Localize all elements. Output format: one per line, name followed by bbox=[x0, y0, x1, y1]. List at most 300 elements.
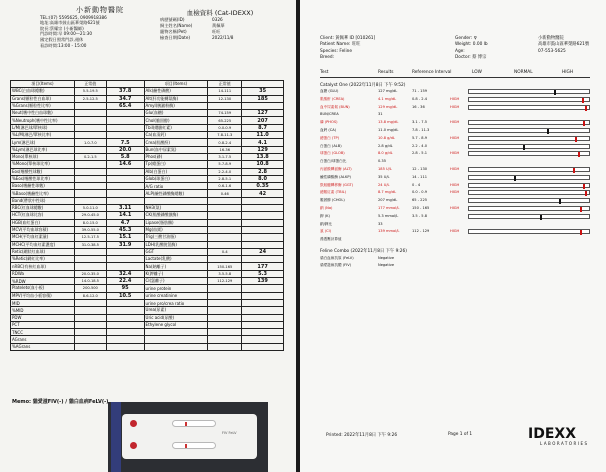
result-value: 2.8 bbox=[242, 168, 284, 175]
result-ref: 0.0 - 0.9 bbox=[412, 190, 428, 195]
table-row bbox=[11, 139, 284, 146]
item-name: ALP(鹼性磷酸酶總數) bbox=[144, 190, 208, 197]
result-value: 11.0 bbox=[242, 132, 284, 139]
control-line bbox=[185, 444, 187, 448]
result-ref: 0.8 - 2.4 bbox=[412, 96, 428, 101]
item-name: Tbil(總膽紅素) bbox=[144, 124, 208, 131]
normal-range: 14.0-18.5 bbox=[74, 278, 106, 285]
result-flag: HIGH bbox=[450, 135, 460, 140]
result-result: 2.8 g/dL bbox=[378, 143, 393, 148]
clinic-hours: 門診時間:早 09:00—21:30 bbox=[40, 31, 93, 37]
result-value: 37.8 bbox=[106, 88, 144, 95]
range-bar bbox=[468, 105, 590, 110]
result-row bbox=[320, 175, 590, 181]
normal-range: 0-4 bbox=[208, 248, 242, 255]
clinic-address: 地址:高雄市鼓山區華榮路621號 bbox=[40, 20, 100, 26]
printed-date: Printed: 2022年11月8日 下午 9:26 bbox=[326, 433, 398, 438]
table-row bbox=[11, 256, 284, 263]
result-value: 5.8 bbox=[106, 153, 144, 160]
normal-range bbox=[74, 183, 106, 190]
result-test: 磷 (PHOS) bbox=[320, 120, 338, 125]
result-test: 鈉 (Na) bbox=[320, 206, 333, 210]
item-name: LDH(乳酸脫氫酶) bbox=[144, 241, 208, 248]
clinic-break-time: 看診時間:13:00 - 15:00 bbox=[40, 42, 87, 48]
result-value: 127 bbox=[242, 110, 284, 117]
result-ref: 150 - 165 bbox=[412, 206, 430, 210]
field-label: 寵物名稱(Pet) bbox=[160, 29, 187, 34]
item-name: Tp(總蛋白) bbox=[144, 161, 208, 168]
result-result: 8.0 g/dL bbox=[378, 151, 393, 156]
normal-range bbox=[74, 307, 106, 314]
item-name: Mg(血鎂) bbox=[144, 226, 208, 233]
item-name: Platelets(血小板) bbox=[11, 285, 75, 292]
result-row bbox=[320, 183, 590, 189]
normal-range: 29.0-45.0 bbox=[74, 212, 106, 219]
normal-range bbox=[74, 190, 106, 197]
result-value bbox=[106, 329, 144, 336]
normal-range bbox=[74, 256, 106, 263]
col-high: HIGH bbox=[562, 70, 574, 75]
field-label: 飼主姓名(Name) bbox=[160, 23, 193, 28]
item-name: PCT bbox=[11, 321, 75, 328]
result-value bbox=[242, 212, 284, 219]
result-value bbox=[106, 117, 144, 124]
table-row bbox=[11, 110, 284, 117]
table-row bbox=[11, 168, 284, 175]
normal-range bbox=[74, 197, 106, 204]
result-value bbox=[242, 241, 284, 248]
item-name: %L/M(淋巴/單核比率) bbox=[11, 132, 75, 139]
normal-range: 65-225 bbox=[208, 117, 242, 124]
result-result: 177 mmol/L bbox=[378, 206, 400, 210]
result-marker bbox=[573, 168, 575, 173]
normal-range bbox=[208, 329, 242, 336]
column-header bbox=[242, 81, 284, 88]
normal-range: 12.5-17.5 bbox=[74, 234, 106, 241]
test-cassette bbox=[122, 414, 257, 459]
cassette-label: FIV FeLV bbox=[222, 431, 237, 435]
result-result: 127 mg/dL bbox=[378, 89, 398, 93]
item-name: NH3(氨) bbox=[144, 205, 208, 212]
result-value: 42 bbox=[242, 190, 284, 197]
table-row bbox=[11, 314, 284, 321]
result-row bbox=[320, 190, 590, 196]
normal-range bbox=[208, 292, 242, 299]
field-value: 黃佩華 bbox=[212, 23, 225, 28]
item-name: WBC(白血球總數) bbox=[11, 88, 75, 95]
result-window-bottom bbox=[172, 442, 216, 449]
normal-range bbox=[74, 146, 106, 153]
normal-range bbox=[208, 307, 242, 314]
normal-range: 74-159 bbox=[208, 110, 242, 117]
result-value: 65.4 bbox=[106, 102, 144, 109]
result-ref: 112 - 129 bbox=[412, 229, 430, 234]
normal-range: 31.0-38.5 bbox=[74, 241, 106, 248]
result-test: 球蛋白 (GLOB) bbox=[320, 151, 345, 156]
column-header: 正常值 bbox=[208, 81, 242, 88]
item-name: %RDW bbox=[11, 278, 75, 285]
result-result: 31 bbox=[378, 112, 383, 117]
normal-range: 1.0-7.0 bbox=[74, 139, 106, 146]
result-value bbox=[106, 256, 144, 263]
result-row bbox=[320, 105, 590, 111]
result-ref: 5.7 - 8.9 bbox=[412, 135, 428, 140]
table-row bbox=[11, 117, 284, 124]
result-value bbox=[242, 226, 284, 233]
column-header: 正常值 bbox=[74, 81, 106, 88]
result-value: 7.5 bbox=[106, 139, 144, 146]
item-name: MCH(平均血紅素量) bbox=[11, 234, 75, 241]
normal-range bbox=[208, 241, 242, 248]
result-marker bbox=[575, 137, 577, 142]
table-row bbox=[11, 278, 284, 285]
normal-range: 0.6-1.6 bbox=[208, 183, 242, 190]
result-value bbox=[106, 190, 144, 197]
item-name: urine pro/crea ratio bbox=[144, 299, 208, 306]
result-test: 白蛋白 (ALB) bbox=[320, 143, 342, 148]
result-test: 總蛋白 (TP) bbox=[320, 135, 340, 140]
result-value: 3.11 bbox=[106, 205, 144, 212]
clinic-director: 院長:蔡耀宗 (小新醫師) bbox=[40, 25, 84, 31]
result-result: 139 mmol/L bbox=[378, 229, 400, 234]
normal-range bbox=[208, 234, 242, 241]
table-row bbox=[11, 102, 284, 109]
column-header: 項目(Items) bbox=[144, 81, 208, 88]
item-name: K(鉀離子) bbox=[144, 270, 208, 277]
result-value: 22.4 bbox=[106, 278, 144, 285]
item-name: %Neutroph(嗜中性比率) bbox=[11, 117, 75, 124]
result-value: 15.1 bbox=[106, 234, 144, 241]
table-row bbox=[11, 88, 284, 95]
col-reference: Reference Interval bbox=[412, 70, 452, 75]
result-ref: 3.5 - 5.8 bbox=[412, 213, 428, 218]
field-label: 檢查日期(Date) bbox=[160, 35, 191, 40]
species-value: Feline bbox=[339, 48, 353, 54]
result-value bbox=[106, 248, 144, 255]
range-bar bbox=[468, 206, 590, 211]
result-flag: HIGH bbox=[450, 167, 460, 171]
control-line bbox=[185, 422, 187, 426]
result-marker bbox=[540, 215, 542, 220]
normal-range: 200-500 bbox=[74, 285, 106, 292]
result-ref: 71 - 159 bbox=[412, 89, 428, 93]
clinic-tel: TEL:(07) 5595625, 0909918386 bbox=[40, 14, 107, 20]
result-value bbox=[242, 197, 284, 204]
clinic-header bbox=[40, 8, 160, 48]
normal-range bbox=[208, 212, 242, 219]
result-marker bbox=[523, 145, 525, 150]
item-name: Mono(單核球) bbox=[11, 153, 75, 160]
result-flag: HIGH bbox=[450, 151, 460, 156]
weight-label: Weight: bbox=[455, 42, 472, 48]
item-name: Lym(淋巴球) bbox=[11, 139, 75, 146]
item-name: %Mono(單核球比率) bbox=[11, 161, 75, 168]
normal-range: 112-129 bbox=[208, 278, 242, 285]
table-row bbox=[11, 190, 284, 197]
weight-value: 0.00 lb bbox=[472, 42, 488, 48]
item-name: AGrans bbox=[11, 336, 75, 343]
result-value bbox=[242, 329, 284, 336]
result-row bbox=[320, 229, 590, 235]
table-row bbox=[11, 292, 284, 299]
field-value: 2022/11/8 bbox=[212, 35, 234, 40]
result-value: 32.4 bbox=[106, 270, 144, 277]
result-value: 5.3 bbox=[242, 270, 284, 277]
breed-label: Breed: bbox=[320, 54, 335, 60]
clinic-block bbox=[538, 36, 589, 55]
table-row bbox=[11, 212, 284, 219]
result-test: BUN/CREA bbox=[320, 112, 339, 117]
result-marker bbox=[583, 184, 585, 189]
clinic-lab-report bbox=[0, 0, 296, 472]
item-name: Urea(尿素) bbox=[144, 307, 208, 314]
result-value bbox=[106, 168, 144, 175]
item-name: Glu(血糖) bbox=[144, 110, 208, 117]
item-name: Retic(網狀紅血球) bbox=[11, 248, 75, 255]
result-value bbox=[106, 263, 144, 270]
item-name: %Baso(嗜鹼性比率) bbox=[11, 190, 75, 197]
item-name: Trig(三酸甘油脂) bbox=[144, 234, 208, 241]
table-row bbox=[11, 183, 284, 190]
range-bar bbox=[468, 120, 590, 125]
result-ref: 0 - 4 bbox=[412, 182, 421, 187]
normal-range bbox=[74, 124, 106, 131]
result-result: 33 bbox=[378, 221, 383, 226]
clinic-name: 小新動物醫院 bbox=[538, 36, 564, 41]
result-value bbox=[242, 102, 284, 109]
item-name: Neut(嗜中性白血球數) bbox=[11, 110, 75, 117]
result-value bbox=[242, 343, 284, 350]
table-row bbox=[11, 299, 284, 306]
result-value: 13.8 bbox=[242, 153, 284, 160]
result-value: 35 bbox=[242, 88, 284, 95]
normal-range bbox=[74, 321, 106, 328]
range-bar bbox=[468, 229, 590, 234]
result-result: 5.3 mmol/L bbox=[378, 213, 399, 218]
normal-range bbox=[208, 226, 242, 233]
result-flag: HIGH bbox=[450, 229, 460, 234]
clinic-name: 小新動物醫院 bbox=[76, 6, 124, 14]
normal-range: 20.0-35.0 bbox=[74, 270, 106, 277]
client-label: Client: bbox=[320, 36, 334, 41]
result-row bbox=[320, 206, 590, 212]
test-cassette-photo bbox=[108, 402, 268, 472]
item-name: MCHC(平均血紅素濃度) bbox=[11, 241, 75, 248]
normal-range: 39.0-55.0 bbox=[74, 226, 106, 233]
result-row bbox=[320, 167, 590, 173]
result-value: 185 bbox=[242, 95, 284, 102]
normal-range: 5.0-11.0 bbox=[74, 205, 106, 212]
result-value bbox=[106, 132, 144, 139]
result-value: 34.7 bbox=[106, 95, 144, 102]
normal-range bbox=[74, 110, 106, 117]
result-value: 4.1 bbox=[242, 139, 284, 146]
sample-well-bottom bbox=[130, 442, 137, 449]
gender-value: ♀ bbox=[473, 36, 477, 41]
result-ref: 2.8 - 5.1 bbox=[412, 151, 428, 156]
result-marker bbox=[547, 129, 549, 134]
result-marker bbox=[583, 121, 585, 126]
table-row bbox=[11, 146, 284, 153]
result-value bbox=[242, 219, 284, 226]
result-ref: 65 - 225 bbox=[412, 198, 428, 203]
result-value bbox=[106, 197, 144, 204]
field-value: 0326 bbox=[212, 17, 223, 22]
normal-range bbox=[74, 329, 106, 336]
catalyst-section-title: Catalyst One (2022年11月8日 下午 9:52) bbox=[320, 83, 406, 88]
result-marker bbox=[580, 230, 582, 235]
result-marker bbox=[585, 106, 587, 111]
result-value: 129 bbox=[242, 146, 284, 153]
result-value bbox=[242, 314, 284, 321]
normal-range bbox=[208, 343, 242, 350]
result-result: 4.1 mg/dL bbox=[378, 96, 397, 101]
result-flag: HIGH bbox=[450, 120, 460, 125]
item-name: Chol(膽固醇) bbox=[144, 117, 208, 124]
combo-result: Negative bbox=[378, 263, 395, 267]
table-row bbox=[11, 270, 284, 277]
result-value bbox=[106, 307, 144, 314]
result-flag: HIGH bbox=[450, 206, 460, 210]
table-row bbox=[11, 124, 284, 131]
result-result: 8.7 mg/dL bbox=[378, 190, 397, 195]
item-name: Alt(肝功能轉氨酶) bbox=[144, 95, 208, 102]
result-test: 血糖 (GLU) bbox=[320, 89, 339, 93]
page-number: Page 1 of 1 bbox=[448, 432, 473, 437]
table-row bbox=[11, 307, 284, 314]
result-test: 白蛋白/球蛋白比 bbox=[320, 159, 347, 164]
normal-range bbox=[74, 168, 106, 175]
item-name: Lactate(乳酸) bbox=[144, 256, 208, 263]
result-value: 45.3 bbox=[106, 226, 144, 233]
result-row bbox=[320, 198, 590, 204]
result-result: 24 U/L bbox=[378, 182, 390, 187]
patient-info bbox=[320, 36, 375, 61]
normal-range bbox=[208, 321, 242, 328]
patient-info-2 bbox=[455, 36, 488, 61]
result-value bbox=[106, 336, 144, 343]
result-ref: 14 - 111 bbox=[412, 174, 428, 179]
result-row bbox=[320, 112, 590, 118]
table-row bbox=[11, 329, 284, 336]
item-name: Glob(球蛋白) bbox=[144, 175, 208, 182]
combo-result: Negative bbox=[378, 256, 395, 260]
range-bar bbox=[468, 144, 590, 149]
item-name bbox=[144, 336, 208, 343]
item-name: Uric acid(尿酸) bbox=[144, 314, 208, 321]
normal-range: 2.5-12.5 bbox=[74, 95, 106, 102]
range-bar bbox=[468, 128, 590, 133]
normal-range bbox=[208, 205, 242, 212]
normal-range bbox=[208, 285, 242, 292]
combo-test: 貓愛滋病抗體 (FIV) bbox=[320, 263, 352, 267]
normal-range: 3.1-7.5 bbox=[208, 153, 242, 160]
result-window-top bbox=[172, 420, 216, 427]
result-value: 8.7 bbox=[242, 124, 284, 131]
item-name: Alk(鹼性磷酸) bbox=[144, 88, 208, 95]
normal-range: 0.0-0.9 bbox=[208, 124, 242, 131]
sample-well-top bbox=[130, 420, 137, 427]
item-name: Band(帶狀中性球) bbox=[11, 197, 75, 204]
normal-range bbox=[74, 161, 106, 168]
table-row bbox=[11, 219, 284, 226]
normal-range: 3.5-5.8 bbox=[208, 270, 242, 277]
item-name: Cl(氯離子) bbox=[144, 278, 208, 285]
result-value bbox=[106, 124, 144, 131]
item-name: Bun(血中尿素氮) bbox=[144, 146, 208, 153]
report-title: 血檢資料 (Cat-IDEXX) bbox=[186, 9, 254, 17]
normal-range: 14-111 bbox=[208, 88, 242, 95]
field-value: 旺旺 bbox=[212, 29, 221, 34]
table-row bbox=[11, 153, 284, 160]
normal-range bbox=[208, 336, 242, 343]
result-flag: HIGH bbox=[450, 96, 460, 101]
result-test: 鹼性磷酸酶 (ALKP) bbox=[320, 174, 351, 179]
report-header bbox=[160, 10, 280, 41]
doctor-label: Doctor: bbox=[455, 54, 471, 60]
normal-range bbox=[74, 132, 106, 139]
result-result: 129 mg/dL bbox=[378, 104, 398, 109]
idexx-report bbox=[300, 0, 606, 472]
result-value bbox=[106, 321, 144, 328]
item-name bbox=[144, 197, 208, 204]
result-row bbox=[320, 237, 590, 243]
table-row bbox=[11, 197, 284, 204]
normal-range: 2.2-4.0 bbox=[208, 168, 242, 175]
table-row bbox=[11, 95, 284, 102]
result-ref: 16 - 36 bbox=[412, 104, 425, 109]
result-value: 14.6 bbox=[106, 161, 144, 168]
normal-range bbox=[208, 219, 242, 226]
col-normal: NORMAL bbox=[514, 70, 533, 75]
result-test: 鉀 (K) bbox=[320, 213, 330, 218]
normal-range: 5.7-8.9 bbox=[208, 161, 242, 168]
item-name: %Eos(嗜酸性球比率) bbox=[11, 175, 75, 182]
table-header-row bbox=[11, 81, 284, 88]
clinic-phone: 07-553-5625 bbox=[538, 48, 566, 54]
item-name: %Retic(網紅比率) bbox=[11, 256, 75, 263]
normal-range: 8.6-12.0 bbox=[74, 292, 106, 299]
normal-range: 2.8-5.1 bbox=[208, 175, 242, 182]
divider bbox=[320, 77, 590, 78]
normal-range: 0.8-2.4 bbox=[208, 139, 242, 146]
result-value bbox=[106, 183, 144, 190]
result-test: 滲透壓計算值 bbox=[320, 237, 342, 242]
result-row bbox=[320, 128, 590, 134]
normal-range: 8.0-15.0 bbox=[74, 219, 106, 226]
item-name: %MID bbox=[11, 307, 75, 314]
range-bar bbox=[468, 214, 590, 219]
normal-range bbox=[74, 314, 106, 321]
result-value bbox=[242, 307, 284, 314]
result-value: 20.0 bbox=[106, 146, 144, 153]
table-row bbox=[11, 321, 284, 328]
result-result: 207 mg/dL bbox=[378, 198, 398, 203]
item-name: urine creatinine bbox=[144, 292, 208, 299]
result-value: 95 bbox=[106, 285, 144, 292]
normal-range bbox=[74, 175, 106, 182]
item-name: HCT(紅血球比容) bbox=[11, 212, 75, 219]
result-value bbox=[242, 299, 284, 306]
normal-range bbox=[208, 256, 242, 263]
range-bar bbox=[468, 89, 590, 94]
result-value: 14.1 bbox=[106, 212, 144, 219]
gender-label: Gender: bbox=[455, 36, 473, 41]
doctor-value: 蔡 博宗 bbox=[472, 54, 487, 60]
result-test: 總膽紅素 (TBIL) bbox=[320, 190, 347, 195]
result-flag: HIGH bbox=[450, 182, 460, 187]
table-row bbox=[11, 285, 284, 292]
